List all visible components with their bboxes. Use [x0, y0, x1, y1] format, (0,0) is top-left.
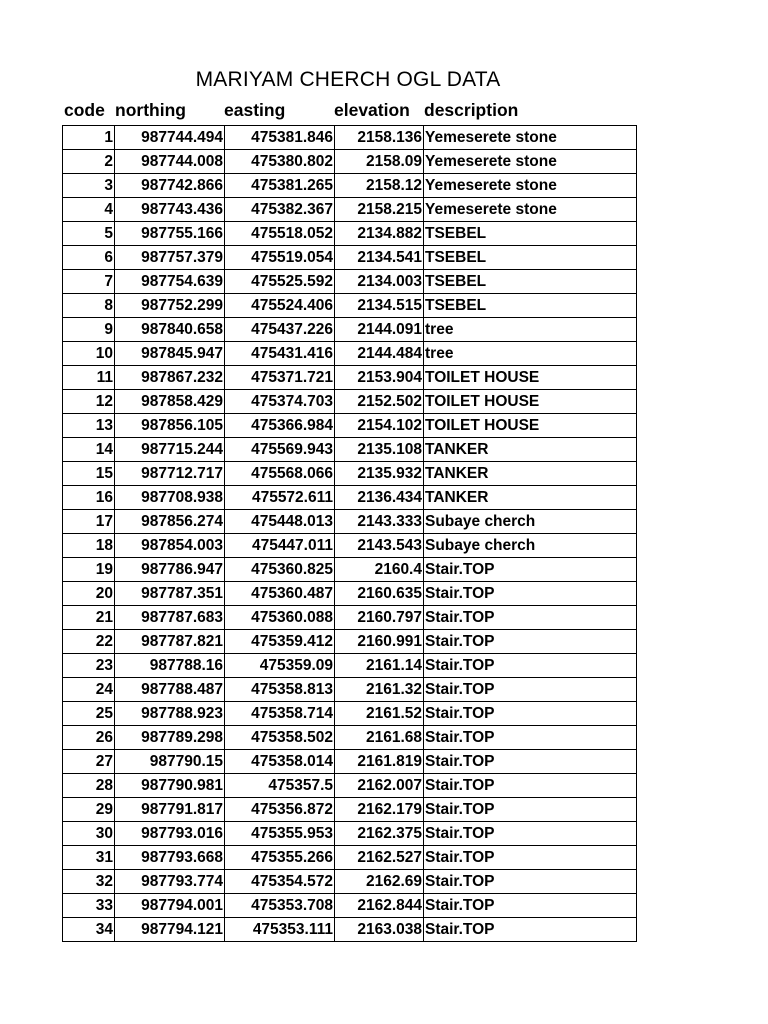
survey-data-table: [62, 125, 637, 942]
cell-elevation: 2160.4: [335, 558, 424, 582]
cell-elevation: 2161.68: [335, 726, 424, 750]
header-easting: easting: [224, 100, 286, 120]
table-row: [63, 918, 637, 942]
cell-description: Yemeserete stone: [424, 126, 637, 150]
cell-easting: 475374.703: [225, 390, 335, 414]
cell-easting: 475371.721: [225, 366, 335, 390]
cell-description: Stair.TOP: [424, 702, 637, 726]
cell-description: Stair.TOP: [424, 558, 637, 582]
cell-northing: 987787.821: [115, 630, 225, 654]
cell-description: TSEBEL: [424, 294, 637, 318]
cell-code: 17: [63, 510, 115, 534]
cell-code: 19: [63, 558, 115, 582]
cell-description: Stair.TOP: [424, 630, 637, 654]
cell-easting: 475359.09: [225, 654, 335, 678]
cell-code: 16: [63, 486, 115, 510]
table-row: [63, 126, 637, 150]
cell-description: Stair.TOP: [424, 726, 637, 750]
cell-description: Stair.TOP: [424, 654, 637, 678]
cell-code: 11: [63, 366, 115, 390]
cell-easting: 475431.416: [225, 342, 335, 366]
table-row: [63, 462, 637, 486]
cell-elevation: 2161.32: [335, 678, 424, 702]
table-row: [63, 534, 637, 558]
cell-northing: 987788.923: [115, 702, 225, 726]
cell-northing: 987743.436: [115, 198, 225, 222]
cell-elevation: 2161.14: [335, 654, 424, 678]
page-title: MARIYAM CHERCH OGL DATA: [195, 68, 501, 91]
cell-description: Stair.TOP: [424, 582, 637, 606]
cell-elevation: 2134.882: [335, 222, 424, 246]
cell-code: 10: [63, 342, 115, 366]
cell-northing: 987744.008: [115, 150, 225, 174]
cell-elevation: 2161.52: [335, 702, 424, 726]
cell-easting: 475354.572: [225, 870, 335, 894]
cell-northing: 987744.494: [115, 126, 225, 150]
table-row: [63, 294, 637, 318]
cell-northing: 987708.938: [115, 486, 225, 510]
cell-easting: 475572.611: [225, 486, 335, 510]
cell-elevation: 2160.991: [335, 630, 424, 654]
cell-elevation: 2162.844: [335, 894, 424, 918]
cell-northing: 987712.717: [115, 462, 225, 486]
cell-description: Stair.TOP: [424, 822, 637, 846]
table-row: [63, 270, 637, 294]
cell-easting: 475382.367: [225, 198, 335, 222]
cell-elevation: 2134.003: [335, 270, 424, 294]
cell-elevation: 2163.038: [335, 918, 424, 942]
cell-code: 27: [63, 750, 115, 774]
cell-easting: 475525.592: [225, 270, 335, 294]
cell-code: 13: [63, 414, 115, 438]
table-row: [63, 894, 637, 918]
cell-elevation: 2161.819: [335, 750, 424, 774]
cell-code: 29: [63, 798, 115, 822]
table-row: [63, 630, 637, 654]
cell-easting: 475366.984: [225, 414, 335, 438]
cell-northing: 987790.15: [115, 750, 225, 774]
cell-easting: 475569.943: [225, 438, 335, 462]
cell-description: TANKER: [424, 486, 637, 510]
cell-elevation: 2158.136: [335, 126, 424, 150]
cell-elevation: 2158.09: [335, 150, 424, 174]
cell-description: TSEBEL: [424, 246, 637, 270]
cell-description: TOILET HOUSE: [424, 414, 637, 438]
cell-easting: 475381.846: [225, 126, 335, 150]
cell-description: Stair.TOP: [424, 846, 637, 870]
cell-elevation: 2144.484: [335, 342, 424, 366]
cell-description: tree: [424, 318, 637, 342]
cell-elevation: 2143.543: [335, 534, 424, 558]
cell-code: 24: [63, 678, 115, 702]
cell-elevation: 2144.091: [335, 318, 424, 342]
cell-northing: 987793.016: [115, 822, 225, 846]
table-row: [63, 774, 637, 798]
cell-code: 28: [63, 774, 115, 798]
cell-code: 9: [63, 318, 115, 342]
table-row: [63, 486, 637, 510]
cell-code: 21: [63, 606, 115, 630]
cell-northing: 987854.003: [115, 534, 225, 558]
cell-elevation: 2153.904: [335, 366, 424, 390]
table-row: [63, 510, 637, 534]
cell-northing: 987794.121: [115, 918, 225, 942]
cell-description: TANKER: [424, 438, 637, 462]
cell-description: Stair.TOP: [424, 798, 637, 822]
cell-northing: 987845.947: [115, 342, 225, 366]
cell-northing: 987755.166: [115, 222, 225, 246]
cell-description: Subaye cherch: [424, 534, 637, 558]
cell-easting: 475355.953: [225, 822, 335, 846]
cell-elevation: 2162.179: [335, 798, 424, 822]
cell-easting: 475437.226: [225, 318, 335, 342]
cell-elevation: 2158.215: [335, 198, 424, 222]
cell-elevation: 2134.515: [335, 294, 424, 318]
cell-description: Stair.TOP: [424, 870, 637, 894]
table-row: [63, 366, 637, 390]
header-description: description: [424, 100, 519, 120]
cell-northing: 987787.683: [115, 606, 225, 630]
table-row: [63, 654, 637, 678]
cell-code: 18: [63, 534, 115, 558]
cell-code: 34: [63, 918, 115, 942]
cell-elevation: 2143.333: [335, 510, 424, 534]
cell-northing: 987757.379: [115, 246, 225, 270]
cell-description: Yemeserete stone: [424, 150, 637, 174]
cell-elevation: 2154.102: [335, 414, 424, 438]
table-row: [63, 870, 637, 894]
cell-easting: 475358.813: [225, 678, 335, 702]
cell-code: 8: [63, 294, 115, 318]
cell-description: TANKER: [424, 462, 637, 486]
table-row: [63, 726, 637, 750]
cell-code: 26: [63, 726, 115, 750]
cell-elevation: 2162.527: [335, 846, 424, 870]
cell-code: 4: [63, 198, 115, 222]
cell-code: 25: [63, 702, 115, 726]
cell-easting: 475524.406: [225, 294, 335, 318]
table-row: [63, 342, 637, 366]
cell-description: Yemeserete stone: [424, 198, 637, 222]
cell-northing: 987793.668: [115, 846, 225, 870]
cell-elevation: 2158.12: [335, 174, 424, 198]
table-row: [63, 174, 637, 198]
table-row: [63, 750, 637, 774]
cell-description: Stair.TOP: [424, 678, 637, 702]
cell-easting: 475360.825: [225, 558, 335, 582]
cell-northing: 987840.658: [115, 318, 225, 342]
cell-easting: 475357.5: [225, 774, 335, 798]
table-row: [63, 606, 637, 630]
cell-elevation: 2152.502: [335, 390, 424, 414]
cell-elevation: 2136.434: [335, 486, 424, 510]
cell-description: TOILET HOUSE: [424, 366, 637, 390]
cell-northing: 987788.16: [115, 654, 225, 678]
table-row: [63, 582, 637, 606]
table-row: [63, 822, 637, 846]
cell-elevation: 2134.541: [335, 246, 424, 270]
cell-elevation: 2160.797: [335, 606, 424, 630]
table-row: [63, 702, 637, 726]
cell-northing: 987790.981: [115, 774, 225, 798]
cell-description: TSEBEL: [424, 222, 637, 246]
table-row: [63, 414, 637, 438]
header-elevation: elevation: [334, 100, 410, 120]
table-row: [63, 438, 637, 462]
cell-easting: 475380.802: [225, 150, 335, 174]
cell-easting: 475568.066: [225, 462, 335, 486]
cell-northing: 987791.817: [115, 798, 225, 822]
cell-northing: 987787.351: [115, 582, 225, 606]
table-body: [63, 126, 637, 942]
cell-code: 33: [63, 894, 115, 918]
table-row: [63, 846, 637, 870]
cell-northing: 987858.429: [115, 390, 225, 414]
cell-description: Subaye cherch: [424, 510, 637, 534]
cell-northing: 987856.105: [115, 414, 225, 438]
cell-easting: 475360.088: [225, 606, 335, 630]
cell-elevation: 2135.108: [335, 438, 424, 462]
cell-northing: 987788.487: [115, 678, 225, 702]
cell-elevation: 2135.932: [335, 462, 424, 486]
cell-northing: 987742.866: [115, 174, 225, 198]
cell-description: Stair.TOP: [424, 918, 637, 942]
table-row: [63, 678, 637, 702]
cell-easting: 475518.052: [225, 222, 335, 246]
cell-elevation: 2160.635: [335, 582, 424, 606]
cell-northing: 987754.639: [115, 270, 225, 294]
cell-description: Stair.TOP: [424, 774, 637, 798]
cell-northing: 987715.244: [115, 438, 225, 462]
header-code: code: [64, 100, 105, 120]
cell-description: Stair.TOP: [424, 606, 637, 630]
cell-easting: 475353.111: [225, 918, 335, 942]
cell-easting: 475448.013: [225, 510, 335, 534]
cell-easting: 475381.265: [225, 174, 335, 198]
table-row: [63, 222, 637, 246]
cell-code: 6: [63, 246, 115, 270]
table-row: [63, 558, 637, 582]
cell-easting: 475358.714: [225, 702, 335, 726]
cell-elevation: 2162.69: [335, 870, 424, 894]
cell-easting: 475447.011: [225, 534, 335, 558]
cell-easting: 475360.487: [225, 582, 335, 606]
cell-code: 14: [63, 438, 115, 462]
cell-easting: 475356.872: [225, 798, 335, 822]
cell-easting: 475519.054: [225, 246, 335, 270]
cell-elevation: 2162.007: [335, 774, 424, 798]
table-row: [63, 198, 637, 222]
cell-description: TOILET HOUSE: [424, 390, 637, 414]
cell-description: Stair.TOP: [424, 750, 637, 774]
cell-code: 15: [63, 462, 115, 486]
cell-northing: 987793.774: [115, 870, 225, 894]
cell-code: 23: [63, 654, 115, 678]
cell-easting: 475355.266: [225, 846, 335, 870]
cell-easting: 475359.412: [225, 630, 335, 654]
table-row: [63, 318, 637, 342]
cell-northing: 987752.299: [115, 294, 225, 318]
cell-northing: 987786.947: [115, 558, 225, 582]
table-row: [63, 390, 637, 414]
header-northing: northing: [115, 100, 186, 120]
cell-elevation: 2162.375: [335, 822, 424, 846]
table-row: [63, 150, 637, 174]
cell-code: 31: [63, 846, 115, 870]
cell-description: Stair.TOP: [424, 894, 637, 918]
cell-northing: 987856.274: [115, 510, 225, 534]
cell-code: 12: [63, 390, 115, 414]
table-row: [63, 246, 637, 270]
cell-code: 32: [63, 870, 115, 894]
cell-code: 20: [63, 582, 115, 606]
cell-easting: 475358.502: [225, 726, 335, 750]
cell-northing: 987794.001: [115, 894, 225, 918]
cell-description: Yemeserete stone: [424, 174, 637, 198]
column-headers: [0, 100, 768, 124]
cell-code: 5: [63, 222, 115, 246]
cell-easting: 475353.708: [225, 894, 335, 918]
cell-northing: 987789.298: [115, 726, 225, 750]
cell-code: 7: [63, 270, 115, 294]
table-row: [63, 798, 637, 822]
cell-code: 2: [63, 150, 115, 174]
cell-easting: 475358.014: [225, 750, 335, 774]
cell-code: 1: [63, 126, 115, 150]
cell-code: 22: [63, 630, 115, 654]
cell-code: 30: [63, 822, 115, 846]
cell-description: tree: [424, 342, 637, 366]
cell-code: 3: [63, 174, 115, 198]
cell-description: TSEBEL: [424, 270, 637, 294]
cell-northing: 987867.232: [115, 366, 225, 390]
